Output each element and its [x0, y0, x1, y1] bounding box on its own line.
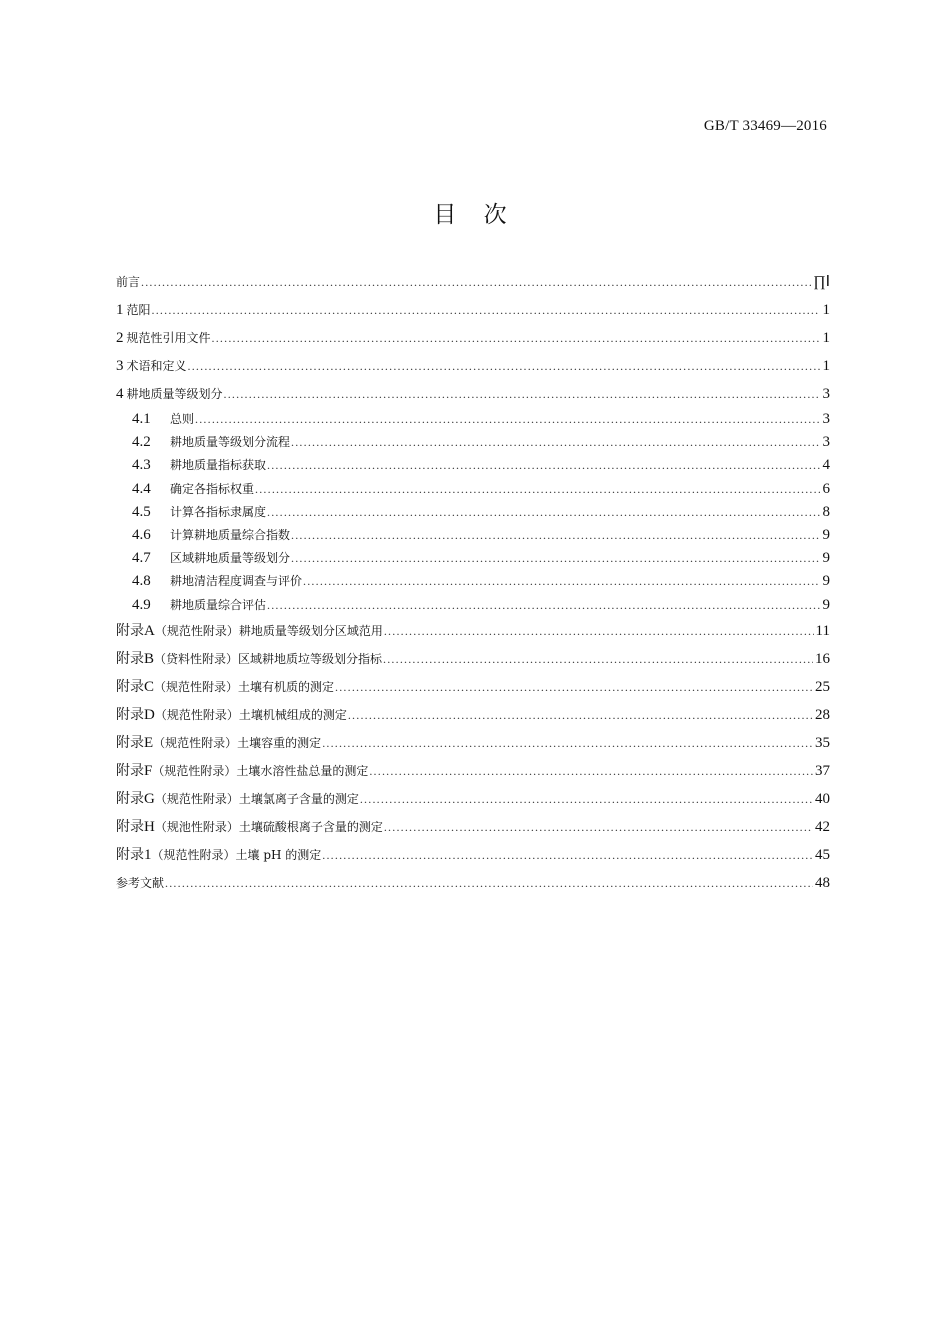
dot-leader: [267, 594, 820, 617]
toc-entry-number: 4.1: [132, 411, 151, 427]
toc-entry-text: 耕地质量综合评估: [170, 597, 267, 612]
dot-leader: [267, 454, 820, 477]
toc-entry-text: （规范性附录）耕地质量等级划分区域范用: [154, 623, 383, 638]
appendix-label: 附录B: [116, 650, 155, 667]
toc-entry-number: 1: [116, 302, 124, 318]
dot-leader: [303, 570, 820, 593]
toc-page-number: 8: [822, 503, 830, 520]
page-title: 目 次: [433, 202, 517, 228]
dot-leader: [322, 841, 813, 869]
toc-entry-number: 4.8: [132, 573, 151, 590]
toc-page-number: 42: [815, 818, 830, 835]
dot-leader: [384, 813, 813, 841]
dot-leader: [291, 547, 820, 570]
toc-entry-text: 总则: [170, 412, 195, 426]
dot-leader: [291, 524, 820, 547]
toc-page-number: 3: [822, 411, 830, 427]
toc-entry-number: 4.9: [132, 596, 151, 613]
appendix-label: 附录C: [116, 678, 155, 695]
toc-appendix-a[interactable]: [116, 617, 830, 645]
toc-appendix-i[interactable]: [116, 841, 830, 869]
toc-entry-text: 耕地质量等级划分: [126, 387, 223, 401]
toc-page-number: 1: [822, 330, 830, 346]
dot-leader: [212, 324, 820, 352]
toc-appendix-f[interactable]: [116, 757, 830, 785]
toc-entry-text: （贷料性附录）区域耕地质垃等级划分指标: [154, 651, 383, 666]
toc-entry-number: 2: [116, 330, 124, 346]
toc-entry-3[interactable]: [116, 352, 830, 380]
toc-page-number: 3: [822, 434, 830, 451]
toc-entry-text: （规范性附录）土壤氯离子含量的测定: [154, 791, 359, 806]
toc-entry-text: （规范性附录）土壤机械组成的测定: [154, 707, 347, 722]
toc-page-number: 4: [822, 457, 830, 474]
toc-entry-text: 参考文献: [116, 875, 165, 890]
toc-subentry-4-2[interactable]: [116, 431, 830, 454]
toc-entry-text: 计算各指标隶属度: [170, 504, 267, 519]
dot-leader: [255, 478, 820, 501]
toc-entry-number: 4.7: [132, 550, 151, 567]
toc-page-number: 16: [815, 650, 830, 667]
appendix-label: 附录H: [116, 818, 155, 835]
toc-subentry-4-4[interactable]: [116, 478, 830, 501]
toc-entry-text: 术语和定义: [126, 359, 187, 373]
toc-entry-4[interactable]: [116, 380, 830, 408]
toc-subentry-4-1[interactable]: [116, 408, 830, 431]
appendix-label: 附录F: [116, 762, 153, 779]
toc-subentry-4-7[interactable]: [116, 547, 830, 570]
toc-entry-number: 4.2: [132, 434, 151, 451]
toc-entry-text: 计算耕地质量综合指数: [170, 527, 291, 542]
appendix-label: 附录E: [116, 734, 154, 751]
toc-page-number: 37: [815, 762, 830, 779]
toc-entry-number: 4.3: [132, 457, 151, 474]
toc-page-number: 45: [815, 846, 830, 863]
appendix-label: 附录D: [116, 706, 155, 723]
dot-leader: [360, 785, 813, 813]
standard-code: GB/T 33469—2016: [703, 118, 827, 134]
dot-leader: [291, 431, 820, 454]
toc-page-number: 1: [822, 302, 830, 318]
toc-entry-text: （规范性附录）土壤容重的测定: [153, 735, 322, 750]
toc-entry-foreword[interactable]: [116, 268, 830, 296]
appendix-label: 附录A: [116, 622, 155, 639]
dot-leader: [348, 701, 813, 729]
toc-entry-number: 4.4: [132, 480, 151, 497]
toc-subentry-4-8[interactable]: [116, 570, 830, 593]
dot-leader: [224, 380, 820, 408]
toc-entry-text: （规范性附录）土壤 pH 的测定: [151, 847, 322, 862]
toc-entry-text: 耕地清洁程度调查与评价: [170, 574, 303, 589]
toc-subentry-4-5[interactable]: [116, 501, 830, 524]
toc-page-number: 9: [822, 526, 830, 543]
toc-references[interactable]: [116, 869, 830, 897]
dot-leader: [322, 729, 813, 757]
toc-entry-text: 区域耕地质量等级划分: [170, 551, 291, 566]
toc-appendix-h[interactable]: [116, 813, 830, 841]
toc-page-number: 28: [815, 706, 830, 723]
dot-leader: [195, 408, 820, 431]
table-of-contents: [116, 268, 830, 897]
toc-entry-number: 4.5: [132, 503, 151, 520]
dot-leader: [383, 645, 813, 673]
toc-page-number: 3: [822, 386, 830, 402]
toc-entry-text: 耕地质量等级划分流程: [170, 435, 291, 450]
toc-page-number: ∏Ⅰ: [813, 274, 830, 290]
toc-entry-text: 前言: [116, 275, 141, 289]
toc-appendix-g[interactable]: [116, 785, 830, 813]
toc-appendix-e[interactable]: [116, 729, 830, 757]
toc-page-number: 9: [822, 550, 830, 567]
toc-page-number: 35: [815, 734, 830, 751]
dot-leader: [165, 869, 813, 897]
toc-entry-text: 范阳: [126, 303, 151, 317]
toc-entry-number: 4: [116, 386, 124, 402]
toc-page-number: 25: [815, 678, 830, 695]
toc-entry-2[interactable]: [116, 324, 830, 352]
toc-entry-text: 规范性引用文件: [126, 331, 211, 345]
toc-entry-text: 确定各指标权重: [170, 481, 255, 496]
appendix-label: 附录G: [116, 790, 155, 807]
toc-page-number: 6: [822, 480, 830, 497]
toc-entry-number: 3: [116, 358, 124, 374]
dot-leader: [384, 617, 814, 645]
toc-appendix-c[interactable]: [116, 673, 830, 701]
appendix-label: 附录1: [116, 846, 152, 863]
dot-leader: [267, 501, 820, 524]
toc-appendix-d[interactable]: [116, 701, 830, 729]
toc-appendix-b[interactable]: [116, 645, 830, 673]
dot-leader: [188, 352, 820, 380]
dot-leader: [369, 757, 813, 785]
dot-leader: [141, 268, 811, 296]
toc-entry-text: （规范性附录）土壤有机质的测定: [154, 679, 335, 694]
toc-entry-text: （规范性附录）土壤水溶性盐总量的测定: [152, 763, 369, 778]
dot-leader: [335, 673, 813, 701]
toc-page-number: 40: [815, 790, 830, 807]
toc-entry-text: 耕地质量指标获取: [170, 458, 267, 473]
dot-leader: [152, 296, 820, 324]
toc-entry-1[interactable]: [116, 296, 830, 324]
toc-subentry-4-3[interactable]: [116, 454, 830, 477]
toc-page-number: 9: [822, 596, 830, 613]
toc-entry-text: （规池性附录）土壤硫酸根离子含量的测定: [154, 819, 383, 834]
toc-subentry-4-9[interactable]: [116, 594, 830, 617]
toc-entry-number: 4.6: [132, 526, 151, 543]
toc-subentry-4-6[interactable]: [116, 524, 830, 547]
toc-page-number: 1: [822, 358, 830, 374]
toc-page-number: 48: [815, 874, 830, 891]
toc-page-number: 9: [822, 573, 830, 590]
toc-page-number: 11: [815, 622, 830, 639]
